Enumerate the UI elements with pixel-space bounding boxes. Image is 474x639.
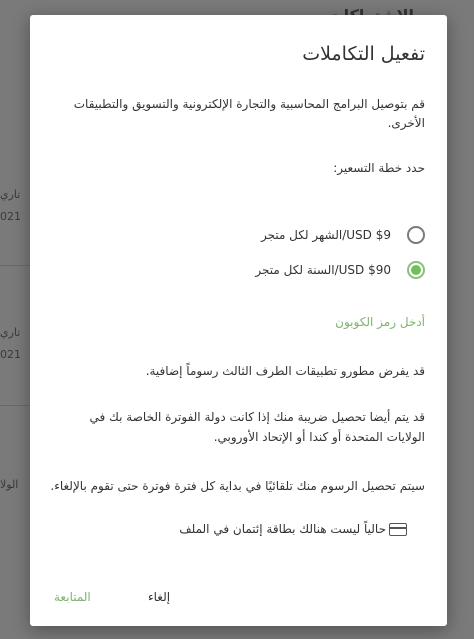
activate-integrations-dialog	[30, 15, 447, 626]
plan-option-yearly[interactable]	[50, 257, 425, 283]
radio-button[interactable]	[407, 226, 425, 244]
enter-coupon-link[interactable]: أدخل رمز الكوبون	[335, 315, 425, 329]
tax-note: قد يتم أيضا تحصيل ضريبة منك إذا كانت دولة الفوترة الخاصة بك في الولايات المتحدة أو كندا أو الإتحاد الأوروبي.	[89, 410, 425, 444]
dialog-title: تفعيل التكاملات	[302, 43, 425, 65]
background-divider	[0, 265, 30, 266]
background-date-label: تاري	[0, 326, 21, 339]
background-divider	[0, 405, 30, 406]
credit-card-notice-text: حالياً ليست هنالك بطاقة إئتمان في الملف	[179, 522, 386, 536]
continue-button[interactable]: المتابعة	[54, 590, 91, 604]
radio-button-selected[interactable]	[407, 261, 425, 279]
credit-card-notice	[179, 522, 407, 536]
plan-option-monthly[interactable]	[50, 222, 425, 248]
background-date-label: تاري	[0, 188, 21, 201]
dialog-description: قم بتوصيل البرامج المحاسبية والتجارة الإلكترونية والتسويق والتطبيقات الأخرى.	[73, 97, 425, 130]
background-date-value: 021	[0, 348, 21, 361]
third-party-fees-note: قد يفرض مطورو تطبيقات الطرف الثالث رسوماً إضافية.	[145, 364, 425, 378]
plan-option-label: USD $9/الشهر لكل متجر	[260, 228, 391, 242]
cancel-button[interactable]: إلغاء	[148, 590, 171, 604]
background-country-label: الولا	[0, 478, 19, 491]
background-date-value: 021	[0, 210, 21, 223]
auto-billing-note: سيتم تحصيل الرسوم منك تلقائيًا في بداية كل فترة فوترة حتى تقوم بالإلغاء.	[50, 479, 425, 493]
pricing-plan-label: حدد خطة التسعير:	[333, 161, 425, 175]
radio-dot	[411, 265, 421, 275]
plan-option-label: USD $90/السنة لكل متجر	[255, 263, 391, 277]
credit-card-icon	[389, 523, 407, 536]
